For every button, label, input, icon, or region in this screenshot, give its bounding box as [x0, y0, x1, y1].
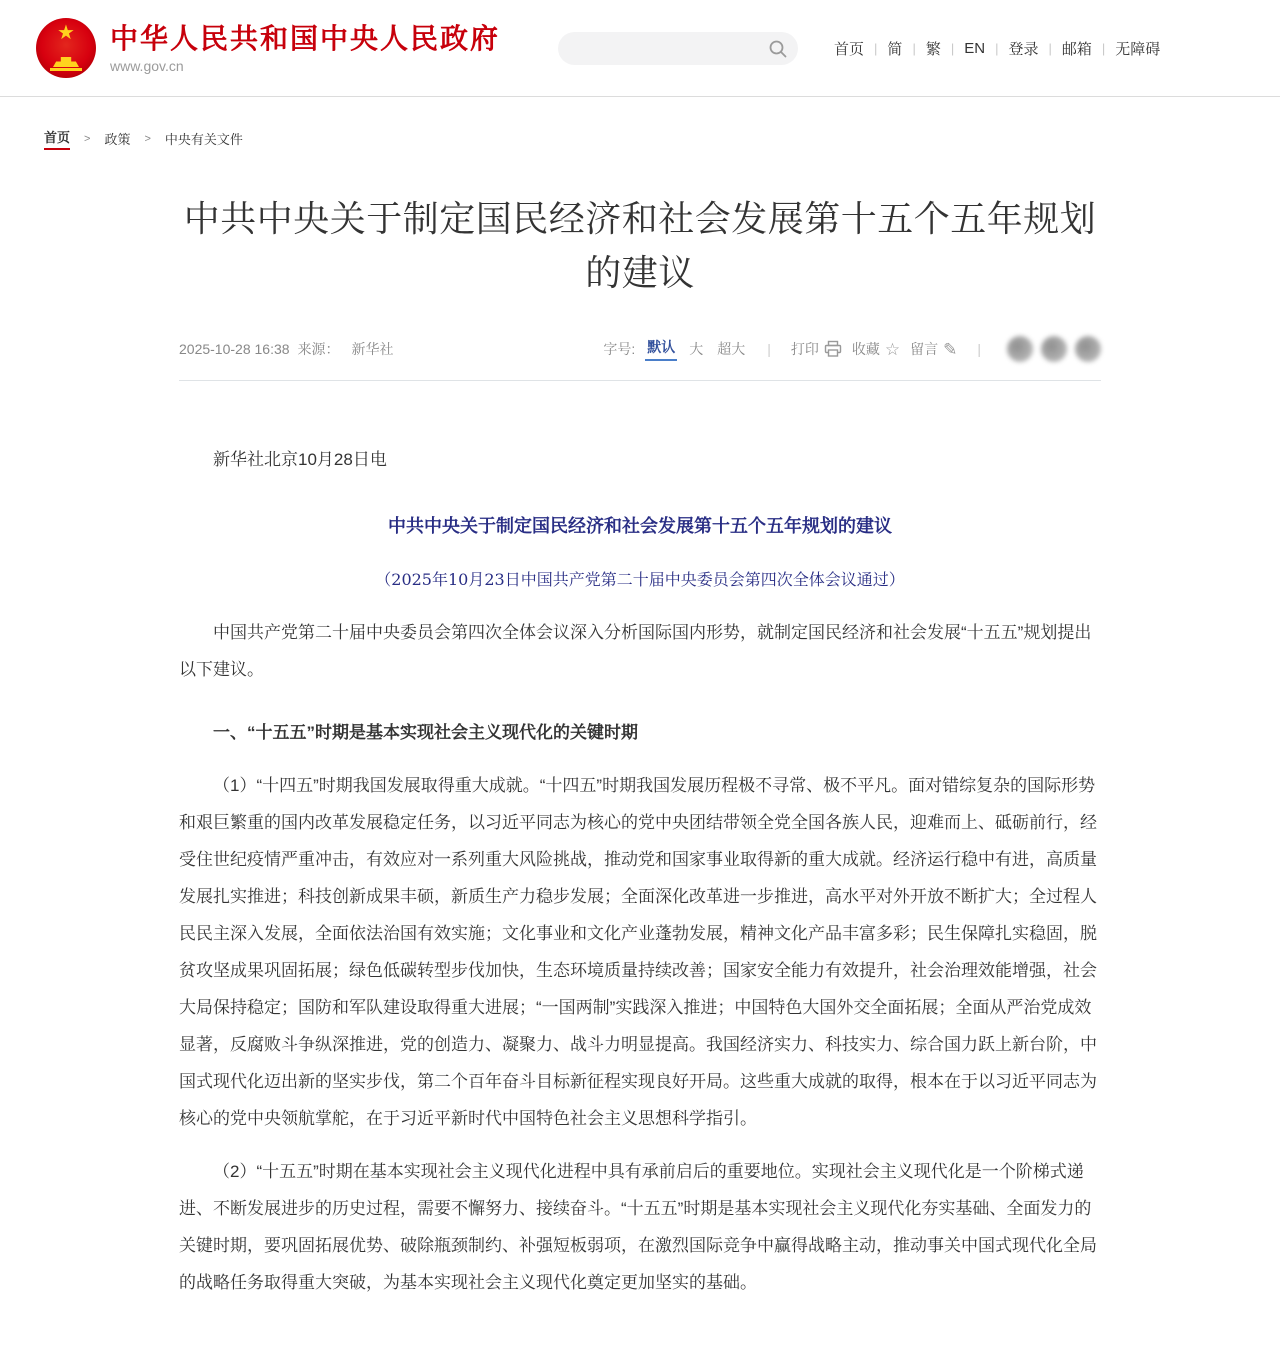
breadcrumb-chevron-icon: > — [144, 132, 151, 145]
nav-accessibility[interactable]: 无障碍 — [1115, 40, 1161, 58]
favorite-button[interactable] — [852, 339, 900, 359]
breadcrumb-home[interactable]: 首页 — [44, 127, 70, 150]
nav-separator: | — [874, 40, 878, 56]
emblem-gate-base-shape — [50, 68, 82, 71]
document-title: 中共中央关于制定国民经济和社会发展第十五个五年规划的建议 — [388, 516, 892, 536]
search-box — [558, 32, 798, 65]
fontsize-default-button[interactable]: 默认 — [645, 337, 677, 361]
nav-home[interactable]: 首页 — [834, 40, 865, 58]
comment-label: 留言 — [910, 341, 939, 357]
breadcrumb — [36, 97, 1244, 150]
publish-datetime: 2025-10-28 16:38 — [179, 341, 290, 357]
site-logo[interactable] — [36, 18, 500, 78]
national-emblem-icon — [36, 18, 96, 78]
paragraph-1: （1）“十四五”时期我国发展取得重大成就。“十四五”时期我国发展历程极不寻常、极不平凡。面对错综复杂的国际形势和艰巨繁重的国内改革发展稳定任务，以习近平同志为核心的党中央团结带领全党全国各族人民，迎难而上、砥砺前行，经受住世纪疫情严重冲击，有效应对一系列重大风险挑战，推动党和国家事业取得新的重大成就。经济运行稳中有进，高质量发展扎实推进；科技创新成果丰硕，新质生产力稳步发展；全面深化改革进一步推进，高水平对外开放不断扩大；全过程人民民主深入发展，全面依法治国有效实施；文化事业和文化产业蓬勃发展，精神文化产品丰富多彩；民生保障扎实稳固，脱贫攻坚成果巩固拓展；绿色低碳转型步伐加快，生态环境质量持续改善；国家安全能力有效提升，社会治理效能增强，社会大局保持稳定；国防和军队建设取得重大进展；“一国两制”实践深入推进；中国特色大国外交全面拓展；全面从严治党成效显著，反腐败斗争纵深推进，党的创造力、凝聚力、战斗力明显提高。我国经济实力、科技实力、综合国力跃上新台阶，中国式现代化迈出新的坚实步伐，第二个百年奋斗目标新征程实现良好开局。这些重大成就的取得，根本在于以习近平同志为核心的党中央领航掌舵，在于习近平新时代中国特色社会主义思想科学指引。 — [179, 776, 1097, 1128]
fontsize-xlarge-button[interactable]: 超大 — [717, 341, 746, 357]
section-1-heading: 一、“十五五”时期是基本实现社会主义现代化的关键时期 — [213, 723, 638, 742]
meta-separator: | — [767, 341, 771, 357]
comment-button[interactable] — [910, 339, 957, 359]
emblem-gate-shape — [53, 57, 79, 67]
nav-separator: | — [995, 40, 999, 56]
share-icon-2[interactable] — [1041, 336, 1067, 362]
fontsize-large-button[interactable]: 大 — [689, 341, 704, 357]
share-buttons — [1007, 336, 1101, 362]
nav-separator: | — [912, 40, 916, 56]
printer-icon — [824, 340, 842, 358]
search-button[interactable] — [764, 35, 792, 63]
page-title: 中共中央关于制定国民经济和社会发展第十五个五年规划的建议 — [183, 198, 1097, 293]
share-icon-3[interactable] — [1075, 336, 1101, 362]
print-button[interactable] — [791, 339, 842, 359]
intro-paragraph: 中国共产党第二十届中央委员会第四次全体会议深入分析国际国内形势，就制定国民经济和社会发展“十五五”规划提出以下建议。 — [179, 623, 1092, 679]
paragraph-2: （2）“十五五”时期在基本实现社会主义现代化进程中具有承前启后的重要地位。实现社会主义现代化是一个阶梯式递进、不断发展进步的历史过程，需要不懈努力、接续奋斗。“十五五”时期是基本实现社会主义现代化夯实基础、全面发力的关键时期，要巩固拓展优势、破除瓶颈制约、补强短板弱项，在激烈国际竞争中赢得战略主动，推动事关中国式现代化全局的战略任务取得重大突破，为基本实现社会主义现代化奠定更加坚实的基础。 — [179, 1162, 1097, 1292]
emblem-star-icon: ★ — [57, 22, 75, 44]
nav-login[interactable]: 登录 — [1008, 40, 1039, 58]
article-meta-right — [603, 336, 1101, 362]
search-input[interactable] — [558, 32, 798, 65]
article-container — [179, 150, 1101, 1357]
search-icon — [768, 39, 788, 59]
site-title: 中华人民共和国中央人民政府 — [110, 22, 501, 54]
meta-separator: | — [977, 341, 981, 357]
nav-separator: | — [950, 40, 955, 56]
top-nav — [824, 38, 1170, 59]
article-body — [179, 381, 1101, 1357]
breadcrumb-central-documents[interactable]: 中央有关文件 — [164, 132, 243, 147]
document-passed-note: （2025年10月23日中国共产党第二十届中央委员会第四次全体会议通过） — [375, 570, 905, 589]
source-label: 来源： — [297, 341, 340, 357]
nav-simplified[interactable]: 简 — [887, 40, 903, 58]
favorite-label: 收藏 — [851, 341, 880, 357]
site-header — [0, 0, 1280, 97]
nav-separator: | — [1101, 40, 1106, 56]
article-meta-left — [179, 339, 394, 359]
breadcrumb-chevron-icon: > — [84, 132, 91, 145]
nav-separator: | — [1048, 40, 1052, 56]
print-label: 打印 — [790, 341, 819, 357]
source-name[interactable]: 新华社 — [351, 341, 394, 357]
nav-traditional[interactable]: 繁 — [925, 40, 941, 58]
star-icon: ☆ — [884, 339, 901, 359]
nav-english[interactable]: EN — [964, 39, 986, 57]
fontsize-label: 字号: — [603, 341, 636, 357]
dateline: 新华社北京10月28日电 — [213, 450, 387, 469]
pencil-icon: ✎ — [943, 339, 958, 359]
site-url: www.gov.cn — [110, 57, 184, 74]
share-icon-1[interactable] — [1007, 336, 1033, 362]
article-meta-row — [179, 336, 1101, 362]
nav-mail[interactable]: 邮箱 — [1061, 40, 1092, 58]
breadcrumb-policy[interactable]: 政策 — [104, 132, 131, 147]
